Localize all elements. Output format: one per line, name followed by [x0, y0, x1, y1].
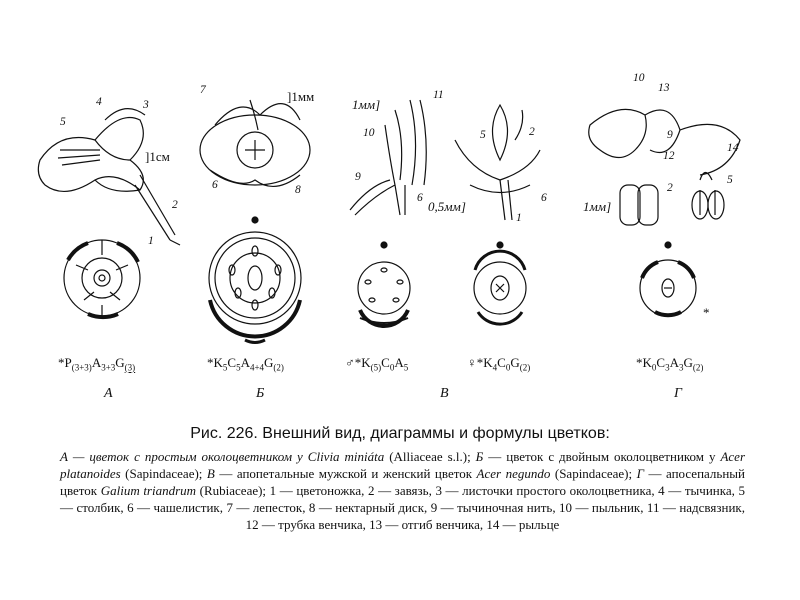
part-number: 2: [667, 182, 673, 194]
diagram-v2: [474, 242, 526, 324]
part-number: 6: [212, 179, 218, 191]
scale-label-v2: 0,5мм]: [428, 199, 466, 214]
part-number: 11: [433, 89, 444, 101]
drawing-g-flower: [589, 109, 740, 225]
part-number: 9: [667, 129, 673, 141]
part-number: 2: [529, 126, 535, 138]
part-number: 2: [172, 199, 178, 211]
figure-caption: А — цветок с простым околоцветником у Clivia miniáta (Alliaceae s.l.); Б — цветок с двойным околоцветником у Acer platanoides (Sapindaceae); В — апопетальные мужской и женский цветок Acer negundo (Sapindaceae); Г — апосепальный цветок Galium triandrum (Rubiaceae); 1 — цветоножка, 2 — завязь, 3 — листочки простого околоцветника, 4 — тычинка, 5 — столбик, 6 — чашелистик, 7 — лепесток, 8 — нектарный диск, 9 — тычиночная нить, 10 — пыльник, 11 — надсвязник, 12 — трубка венчика, 13 — отгиб венчика, 14 — рыльце: [60, 449, 746, 532]
formula-v2: $♀*K_4C_0G_{(2)}$: [467, 355, 531, 373]
drawing-b-flower: [200, 100, 310, 186]
part-number: 14: [727, 142, 739, 154]
formula-v1: $♂*K_{(5)}C_0A_5$: [345, 355, 409, 373]
part-number: 1: [148, 235, 154, 247]
scale-label-b: ]1мм: [287, 89, 315, 104]
diagram-b: [209, 217, 301, 343]
part-number: 5: [727, 174, 733, 186]
panel-letter-a: А: [104, 386, 113, 401]
scale-label-v1: 1мм]: [352, 97, 381, 112]
diagram-a: [64, 240, 140, 317]
scale-label-g: 1мм]: [583, 199, 612, 214]
diagram-v1: [358, 242, 410, 326]
part-number: 6: [541, 192, 547, 204]
diagram-g: [640, 242, 696, 316]
drawing-v1-male-flower: [350, 97, 426, 215]
figure-title: Рис. 226. Внешний вид, диаграммы и формулы цветков:: [190, 425, 610, 442]
part-number: 10: [363, 127, 375, 139]
part-number: 5: [60, 116, 66, 128]
part-number: 12: [663, 150, 675, 162]
drawing-v2-female-flower: [455, 105, 540, 220]
panel-letter-b: Б: [256, 386, 265, 401]
formula-a: $*P_{(3+3)}A_{3+3}G_{(3)}$: [58, 355, 136, 373]
panel-letter-v: В: [440, 386, 449, 401]
scale-label-a: ]1см: [145, 149, 170, 164]
formula-g: $*K_0C_3A_3G_{(2)}$: [636, 355, 704, 373]
part-number: 6: [417, 192, 423, 204]
part-number: 3: [143, 99, 149, 111]
part-number: 4: [96, 96, 102, 108]
part-number: 13: [658, 82, 670, 94]
part-number: 7: [200, 84, 206, 96]
drawing-a-flower: [38, 109, 180, 245]
part-number: 5: [480, 129, 486, 141]
part-number: 9: [355, 171, 361, 183]
formula-b: $*K_5C_5A_{4+4}G_{(2)}$: [207, 355, 284, 373]
asterisk-mark: *: [703, 305, 710, 320]
part-number: 10: [633, 72, 645, 84]
part-number: 1: [516, 212, 522, 224]
panel-letter-g: Г: [674, 386, 682, 401]
part-number: 8: [295, 184, 301, 196]
